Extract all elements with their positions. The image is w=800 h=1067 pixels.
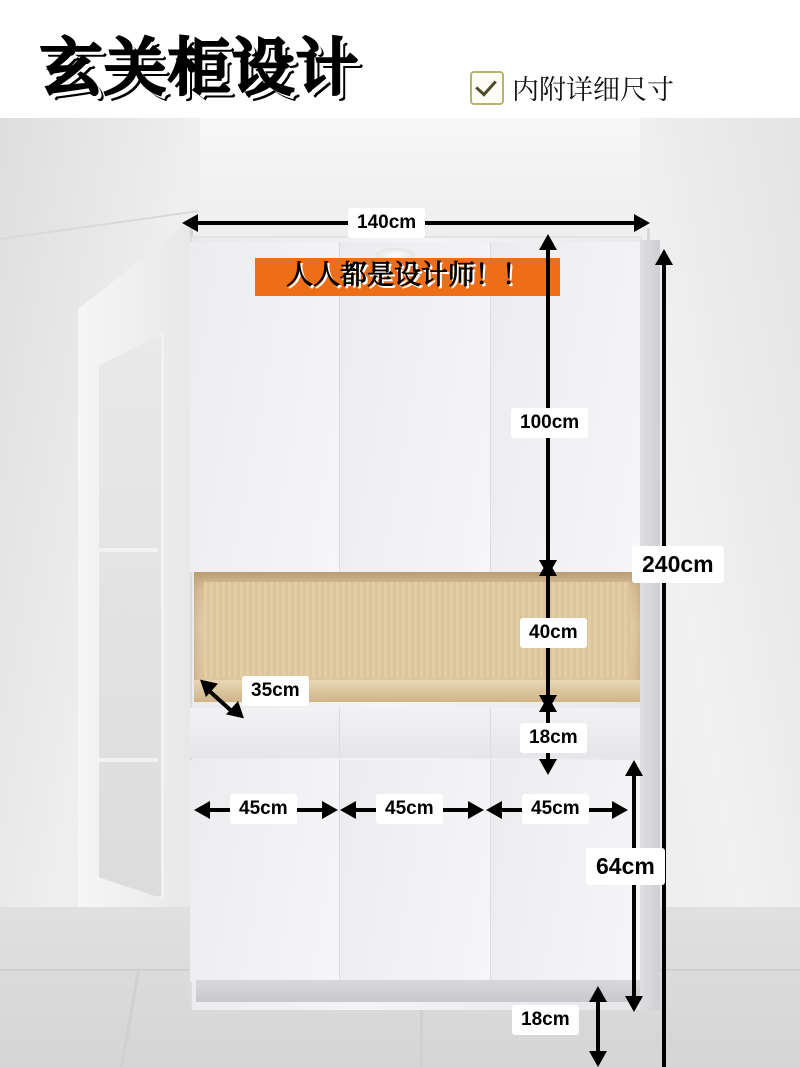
dim-arrow-upper-height-top <box>539 234 557 250</box>
dim-arrow-toe-kick-bottom <box>589 1051 607 1067</box>
dim-label-niche-height: 40cm <box>520 618 587 648</box>
dim-arrow-door-left-start <box>194 801 210 819</box>
dim-label-drawer-height: 18cm <box>520 723 587 753</box>
dim-label-door-width-middle: 45cm <box>376 794 443 824</box>
dim-arrow-lower-height-top <box>625 760 643 776</box>
dim-label-niche-depth: 35cm <box>242 676 309 706</box>
toe-kick <box>196 980 640 1002</box>
dim-arrow-door-left-end <box>322 801 338 819</box>
dim-arrow-lower-height-bottom <box>625 996 643 1012</box>
ceiling-edge <box>0 210 198 240</box>
dim-label-door-width-left: 45cm <box>230 794 297 824</box>
dim-arrow-niche-height-top <box>539 560 557 576</box>
dim-label-toe-kick: 18cm <box>512 1005 579 1035</box>
detail-note-badge <box>470 68 674 107</box>
dim-line-toe-kick <box>596 998 600 1058</box>
dim-arrow-drawer-height-bottom <box>539 759 557 775</box>
slogan-banner-text: 人人都是设计师！！ <box>286 260 529 291</box>
dim-arrow-door-middle-start <box>340 801 356 819</box>
dim-arrow-total-height-top <box>655 249 673 265</box>
dim-arrow-total-width-right <box>634 214 650 232</box>
dim-arrow-total-width-left <box>182 214 198 232</box>
dim-line-total-height <box>662 263 666 1067</box>
cabinet-right-side-panel <box>640 240 660 1010</box>
page-title: 玄关柜设计 <box>40 31 361 104</box>
dim-label-total-height: 240cm <box>632 546 724 583</box>
cabinet-photo <box>0 118 800 1067</box>
dim-label-door-width-right: 45cm <box>522 794 589 824</box>
floor-seam-2 <box>120 968 140 1067</box>
dim-arrow-door-middle-end <box>468 801 484 819</box>
check-box-icon <box>470 71 504 105</box>
door-mullion-upper <box>96 548 158 552</box>
dim-label-total-width: 140cm <box>348 208 425 238</box>
dim-arrow-toe-kick-top <box>589 986 607 1002</box>
drawer-middle <box>340 708 490 758</box>
detail-note-label: 内附详细尺寸 <box>512 75 674 106</box>
dim-arrow-drawer-height-top <box>539 696 557 712</box>
door-glass-panel <box>96 333 164 899</box>
dim-line-lower-height <box>632 773 636 1003</box>
dim-label-upper-height: 100cm <box>511 408 588 438</box>
dim-label-lower-height: 64cm <box>586 848 665 885</box>
drawer-left <box>190 708 340 758</box>
door-mullion-lower <box>96 758 158 762</box>
header <box>0 0 800 120</box>
dim-arrow-door-right-start <box>486 801 502 819</box>
dim-arrow-door-right-end <box>612 801 628 819</box>
